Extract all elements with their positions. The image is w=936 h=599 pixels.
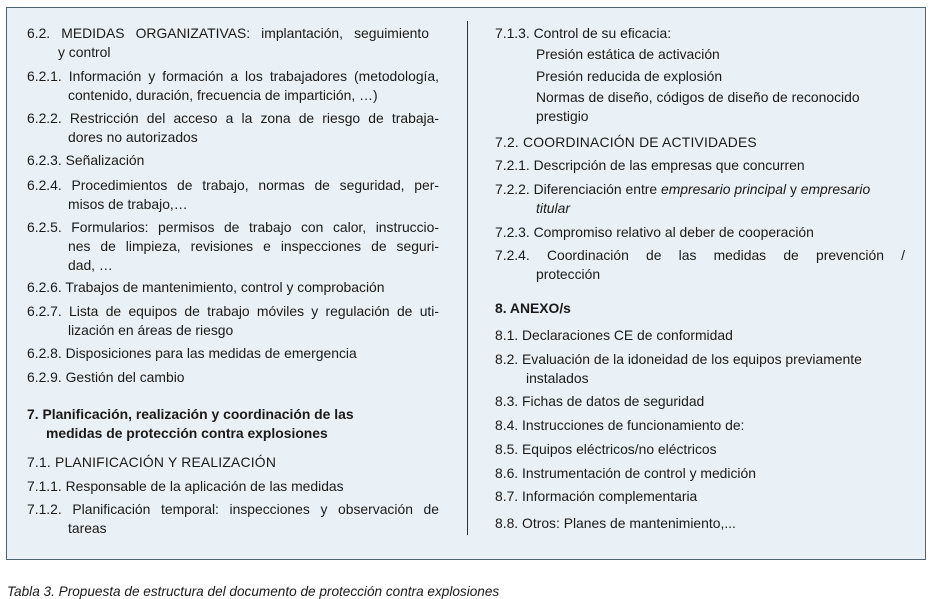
item-7-2-2-lead: 7.2.2. Diferenciación entre bbox=[495, 181, 658, 197]
section-6-2-title-cont: y control bbox=[58, 44, 111, 60]
table-caption: Tabla 3. Propuesta de estructura del documento de protección contra explosiones bbox=[7, 583, 500, 599]
item-7-2-2 bbox=[495, 180, 870, 199]
item-7-1-2-cont: tareas bbox=[68, 520, 107, 536]
item-7-1-2: 7.1.2. Planificación temporal: inspecciones y observación de bbox=[27, 501, 439, 517]
item-7-2-2-cont: titular bbox=[536, 200, 570, 216]
item-6-2-7-cont: lización en áreas de riesgo bbox=[68, 322, 234, 338]
item-6-2-3: 6.2.3. Señalización bbox=[27, 152, 145, 168]
item-8-8: 8.8. Otros: Planes de mantenimiento,... bbox=[495, 515, 736, 531]
column-divider bbox=[467, 21, 468, 535]
item-6-2-1: 6.2.1. Información y formación a los trabajadores (metodología, bbox=[27, 68, 439, 84]
item-8-2: 8.2. Evaluación de la idoneidad de los equipos previamente bbox=[495, 351, 862, 367]
item-6-2-4: 6.2.4. Procedimientos de trabajo, normas de seguridad, per- bbox=[27, 177, 439, 193]
item-7-2-4: 7.2.4. Coordinación de las medidas de prevención / bbox=[495, 247, 905, 263]
item-8-4: 8.4. Instrucciones de funcionamiento de: bbox=[495, 417, 745, 433]
item-7-2-3: 7.2.3. Compromiso relativo al deber de cooperación bbox=[495, 224, 814, 240]
section-6-2-title: 6.2. MEDIDAS ORGANIZATIVAS: implantación, seguimiento bbox=[27, 25, 429, 41]
section-7-1-title: 7.1. PLANIFICACIÓN Y REALIZACIÓN bbox=[27, 454, 277, 470]
item-7-1-3: 7.1.3. Control de su eficacia: bbox=[495, 25, 672, 41]
item-7-1-3-sub-2: Presión reducida de explosión bbox=[536, 68, 723, 84]
section-7-title-cont: medidas de protección contra explosiones bbox=[46, 425, 328, 441]
item-6-2-6: 6.2.6. Trabajos de mantenimiento, control y comprobación bbox=[27, 279, 385, 295]
item-8-7: 8.7. Información complementaria bbox=[495, 488, 698, 504]
section-7-2-title: 7.2. COORDINACIÓN DE ACTIVIDADES bbox=[495, 134, 757, 150]
item-7-1-1: 7.1.1. Responsable de la aplicación de las medidas bbox=[27, 478, 344, 494]
item-7-2-2-conj: y bbox=[789, 181, 797, 197]
item-7-2-1: 7.2.1. Descripción de las empresas que concurren bbox=[495, 157, 805, 173]
item-7-1-3-sub-3: Normas de diseño, códigos de diseño de reconocido bbox=[536, 89, 860, 105]
item-6-2-5-cont-1: nes de limpieza, revisiones e inspecciones de seguri- bbox=[68, 238, 439, 254]
item-6-2-2: 6.2.2. Restricción del acceso a la zona de riesgo de trabaja- bbox=[27, 110, 439, 126]
item-6-2-7: 6.2.7. Lista de equipos de trabajo móviles y regulación de uti- bbox=[27, 303, 439, 319]
item-8-2-cont: instalados bbox=[526, 370, 589, 386]
item-6-2-1-cont: contenido, duración, frecuencia de impartición, …) bbox=[68, 87, 378, 103]
item-8-6: 8.6. Instrumentación de control y medición bbox=[495, 465, 756, 481]
section-7-title: 7. Planificación, realización y coordinación de las bbox=[27, 406, 354, 422]
item-6-2-5: 6.2.5. Formularios: permisos de trabajo con calor, instruccio- bbox=[27, 219, 439, 235]
item-6-2-9: 6.2.9. Gestión del cambio bbox=[27, 369, 185, 385]
item-8-1: 8.1. Declaraciones CE de conformidad bbox=[495, 327, 733, 343]
item-6-2-8: 6.2.8. Disposiciones para las medidas de emergencia bbox=[27, 345, 357, 361]
section-8-title: 8. ANEXO/s bbox=[495, 300, 571, 316]
item-8-5: 8.5. Equipos eléctricos/no eléctricos bbox=[495, 441, 717, 457]
item-7-1-3-sub-3-cont: prestigio bbox=[536, 108, 589, 124]
item-7-1-3-sub-1: Presión estática de activación bbox=[536, 46, 720, 62]
item-6-2-5-cont-2: dad, … bbox=[68, 257, 113, 273]
item-7-2-2-term-2: empresario bbox=[800, 181, 871, 197]
item-7-2-4-cont: protección bbox=[536, 266, 601, 282]
item-8-3: 8.3. Fichas de datos de seguridad bbox=[495, 393, 705, 409]
item-6-2-4-cont: misos de trabajo,… bbox=[68, 196, 188, 212]
item-7-2-2-term-1: empresario principal bbox=[661, 181, 787, 197]
item-6-2-2-cont: dores no autorizados bbox=[68, 129, 198, 145]
